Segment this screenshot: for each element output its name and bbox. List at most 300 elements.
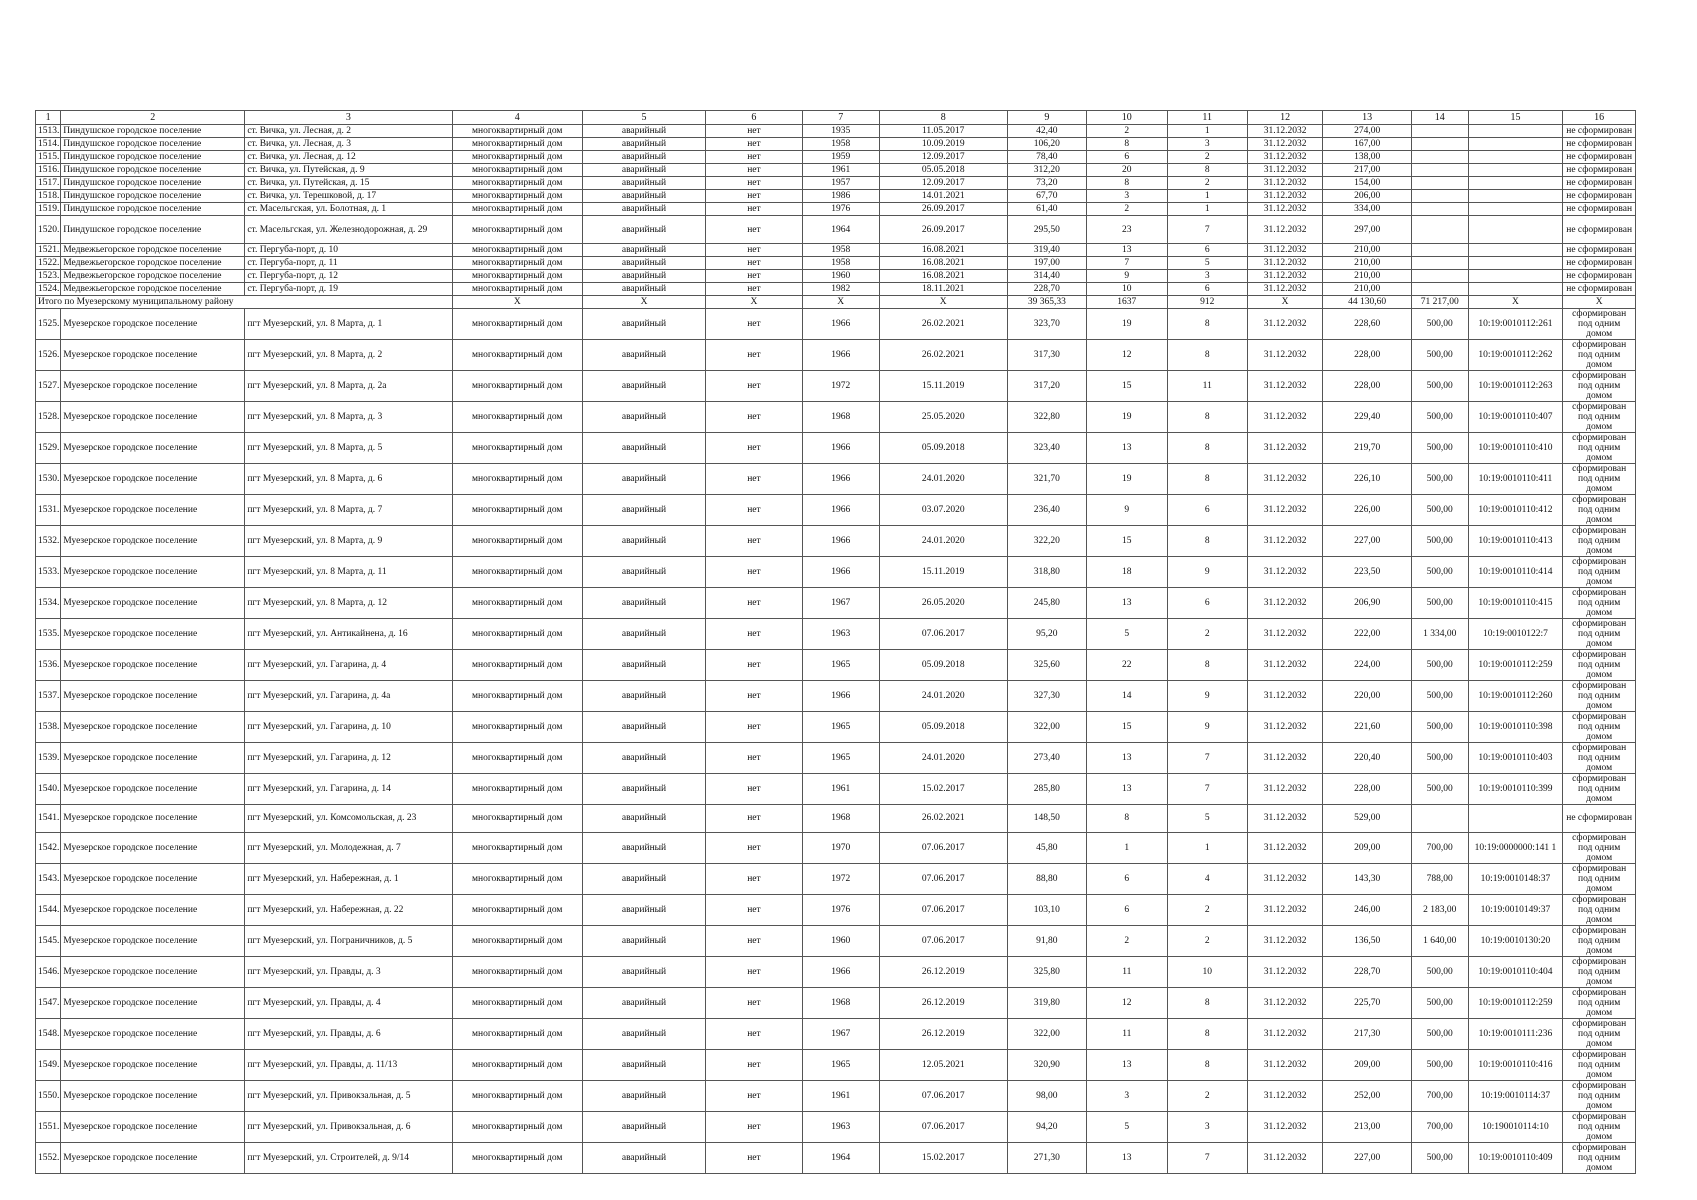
cell-land-area: 500,00 — [1411, 371, 1468, 402]
cell-residents: 6 — [1086, 863, 1167, 894]
cell-land-status: сформирован под одним домом — [1563, 1080, 1636, 1111]
cell-relocation-deadline: 31.12.2032 — [1247, 832, 1323, 863]
cell-residents: 12 — [1086, 987, 1167, 1018]
cell-settlement: Муезерское городское поселение — [61, 1018, 245, 1049]
table-row — [36, 832, 1636, 863]
cell-cultural-heritage: нет — [706, 244, 803, 257]
cell-recognition-date: 15.02.2017 — [879, 1142, 1007, 1173]
cell-condition: аварийный — [582, 588, 705, 619]
cell-relocation-deadline: 31.12.2032 — [1247, 863, 1323, 894]
cell-cadastral-value: 154,00 — [1323, 177, 1411, 190]
cell-cadastral-number: 10:19:0010112:259 — [1468, 650, 1563, 681]
cell-cadastral-value: 209,00 — [1323, 1049, 1411, 1080]
header-cell-residents: 10 — [1086, 111, 1167, 125]
cell-row-number: 1531. — [36, 495, 61, 526]
cell-relocation-deadline: 31.12.2032 — [1247, 1142, 1323, 1173]
cell-address: ст. Вичка, ул. Путейская, д. 15 — [245, 177, 452, 190]
cell-settlement: Муезерское городское поселение — [61, 650, 245, 681]
header-cell-settlement: 2 — [61, 111, 245, 125]
total-cell-building-type: X — [452, 296, 582, 309]
cell-land-status: сформирован под одним домом — [1563, 588, 1636, 619]
cell-recognition-date: 24.01.2020 — [879, 681, 1007, 712]
header-cell-recognition-date: 8 — [879, 111, 1007, 125]
cell-relocation-deadline: 31.12.2032 — [1247, 151, 1323, 164]
cell-cadastral-value: 274,00 — [1323, 125, 1411, 138]
cell-building-type: многоквартирный дом — [452, 650, 582, 681]
cell-cadastral-value: 220,00 — [1323, 681, 1411, 712]
cell-year-built: 1966 — [802, 557, 879, 588]
cell-recognition-date: 26.09.2017 — [879, 216, 1007, 244]
cell-row-number: 1514. — [36, 138, 61, 151]
cell-residents: 19 — [1086, 464, 1167, 495]
header-cell-cadastral-value: 13 — [1323, 111, 1411, 125]
cell-recognition-date: 10.09.2019 — [879, 138, 1007, 151]
cell-land-status: сформирован под одним домом — [1563, 774, 1636, 805]
housing-register-table — [35, 110, 1636, 1174]
cell-land-status: не сформирован — [1563, 203, 1636, 216]
cell-land-area: 500,00 — [1411, 1142, 1468, 1173]
cell-apartments: 7 — [1167, 743, 1247, 774]
cell-apartments: 6 — [1167, 495, 1247, 526]
cell-residents: 10 — [1086, 283, 1167, 296]
cell-relocation-deadline: 31.12.2032 — [1247, 650, 1323, 681]
cell-cadastral-value: 228,00 — [1323, 774, 1411, 805]
cell-land-area — [1411, 125, 1468, 138]
cell-land-area: 500,00 — [1411, 309, 1468, 340]
cell-year-built: 1976 — [802, 894, 879, 925]
table-row — [36, 402, 1636, 433]
cell-cadastral-value: 210,00 — [1323, 244, 1411, 257]
cell-residents: 1 — [1086, 832, 1167, 863]
table-row — [36, 464, 1636, 495]
cell-apartments: 8 — [1167, 1049, 1247, 1080]
cell-area: 323,40 — [1007, 433, 1086, 464]
cell-land-status: не сформирован — [1563, 270, 1636, 283]
cell-land-status: не сформирован — [1563, 805, 1636, 833]
cell-area: 67,70 — [1007, 190, 1086, 203]
cell-area: 78,40 — [1007, 151, 1086, 164]
cell-residents: 13 — [1086, 433, 1167, 464]
table-row — [36, 863, 1636, 894]
cell-row-number: 1527. — [36, 371, 61, 402]
cell-cadastral-value: 224,00 — [1323, 650, 1411, 681]
cell-building-type: многоквартирный дом — [452, 190, 582, 203]
cell-building-type: многоквартирный дом — [452, 151, 582, 164]
cell-cadastral-value: 229,40 — [1323, 402, 1411, 433]
cell-area: 91,80 — [1007, 925, 1086, 956]
cell-condition: аварийный — [582, 650, 705, 681]
cell-cadastral-value: 209,00 — [1323, 832, 1411, 863]
cell-address: пгт Муезерский, ул. Гагарина, д. 14 — [245, 774, 452, 805]
cell-cultural-heritage: нет — [706, 270, 803, 283]
cell-cadastral-value: 221,60 — [1323, 712, 1411, 743]
cell-settlement: Муезерское городское поселение — [61, 743, 245, 774]
cell-row-number: 1549. — [36, 1049, 61, 1080]
cell-settlement: Муезерское городское поселение — [61, 557, 245, 588]
cell-recognition-date: 07.06.2017 — [879, 1080, 1007, 1111]
cell-cultural-heritage: нет — [706, 743, 803, 774]
cell-address: пгт Муезерский, ул. Пограничников, д. 5 — [245, 925, 452, 956]
cell-cadastral-value: 334,00 — [1323, 203, 1411, 216]
cell-condition: аварийный — [582, 619, 705, 650]
total-cell-cultural-heritage: X — [706, 296, 803, 309]
cell-cadastral-value: 226,10 — [1323, 464, 1411, 495]
table-row — [36, 526, 1636, 557]
cell-settlement: Пиндушское городское поселение — [61, 203, 245, 216]
cell-settlement: Муезерское городское поселение — [61, 1111, 245, 1142]
table-row — [36, 340, 1636, 371]
cell-condition: аварийный — [582, 1018, 705, 1049]
cell-apartments: 6 — [1167, 283, 1247, 296]
cell-residents: 13 — [1086, 588, 1167, 619]
cell-cadastral-number: 10:19:0010114:37 — [1468, 1080, 1563, 1111]
header-cell-cadastral-number: 15 — [1468, 111, 1563, 125]
cell-recognition-date: 15.02.2017 — [879, 774, 1007, 805]
cell-area: 321,70 — [1007, 464, 1086, 495]
cell-recognition-date: 05.09.2018 — [879, 712, 1007, 743]
cell-land-area: 500,00 — [1411, 340, 1468, 371]
cell-area: 314,40 — [1007, 270, 1086, 283]
cell-building-type: многоквартирный дом — [452, 309, 582, 340]
cell-row-number: 1518. — [36, 190, 61, 203]
cell-row-number: 1530. — [36, 464, 61, 495]
cell-residents: 19 — [1086, 402, 1167, 433]
cell-land-status: не сформирован — [1563, 151, 1636, 164]
cell-relocation-deadline: 31.12.2032 — [1247, 203, 1323, 216]
cell-area: 106,20 — [1007, 138, 1086, 151]
cell-cadastral-number: 10:19:0000000:141 1 — [1468, 832, 1563, 863]
cell-address: ст. Вичка, ул. Путейская, д. 9 — [245, 164, 452, 177]
cell-apartments: 2 — [1167, 177, 1247, 190]
table-row — [36, 177, 1636, 190]
cell-cadastral-value: 246,00 — [1323, 894, 1411, 925]
cell-land-status: сформирован под одним домом — [1563, 402, 1636, 433]
cell-address: ст. Вичка, ул. Лесная, д. 3 — [245, 138, 452, 151]
total-cell-relocation-deadline: X — [1247, 296, 1323, 309]
cell-recognition-date: 26.05.2020 — [879, 588, 1007, 619]
cell-land-area: 500,00 — [1411, 743, 1468, 774]
cell-building-type: многоквартирный дом — [452, 164, 582, 177]
cell-recognition-date: 18.11.2021 — [879, 283, 1007, 296]
cell-building-type: многоквартирный дом — [452, 257, 582, 270]
cell-land-area — [1411, 244, 1468, 257]
cell-cultural-heritage: нет — [706, 832, 803, 863]
cell-cadastral-value: 210,00 — [1323, 283, 1411, 296]
cell-building-type: многоквартирный дом — [452, 216, 582, 244]
cell-land-area — [1411, 164, 1468, 177]
cell-relocation-deadline: 31.12.2032 — [1247, 340, 1323, 371]
cell-area: 325,80 — [1007, 956, 1086, 987]
table-row — [36, 774, 1636, 805]
cell-land-area — [1411, 203, 1468, 216]
cell-settlement: Муезерское городское поселение — [61, 588, 245, 619]
cell-recognition-date: 26.12.2019 — [879, 987, 1007, 1018]
cell-relocation-deadline: 31.12.2032 — [1247, 894, 1323, 925]
cell-building-type: многоквартирный дом — [452, 244, 582, 257]
cell-residents: 6 — [1086, 894, 1167, 925]
cell-cadastral-value: 206,90 — [1323, 588, 1411, 619]
cell-recognition-date: 26.02.2021 — [879, 309, 1007, 340]
cell-apartments: 8 — [1167, 164, 1247, 177]
cell-land-area: 500,00 — [1411, 1049, 1468, 1080]
cell-residents: 6 — [1086, 151, 1167, 164]
cell-cadastral-value: 529,00 — [1323, 805, 1411, 833]
cell-condition: аварийный — [582, 138, 705, 151]
cell-residents: 23 — [1086, 216, 1167, 244]
cell-building-type: многоквартирный дом — [452, 203, 582, 216]
cell-apartments: 7 — [1167, 1142, 1247, 1173]
cell-cadastral-number — [1468, 151, 1563, 164]
cell-building-type: многоквартирный дом — [452, 1142, 582, 1173]
cell-recognition-date: 16.08.2021 — [879, 270, 1007, 283]
cell-settlement: Муезерское городское поселение — [61, 402, 245, 433]
cell-relocation-deadline: 31.12.2032 — [1247, 925, 1323, 956]
cell-condition: аварийный — [582, 371, 705, 402]
table-row — [36, 203, 1636, 216]
cell-address: ст. Вичка, ул. Лесная, д. 12 — [245, 151, 452, 164]
cell-building-type: многоквартирный дом — [452, 1111, 582, 1142]
cell-land-area: 500,00 — [1411, 650, 1468, 681]
cell-land-area — [1411, 177, 1468, 190]
cell-land-status: сформирован под одним домом — [1563, 433, 1636, 464]
cell-settlement: Муезерское городское поселение — [61, 956, 245, 987]
cell-cultural-heritage: нет — [706, 588, 803, 619]
cell-residents: 13 — [1086, 774, 1167, 805]
cell-land-status: не сформирован — [1563, 257, 1636, 270]
cell-residents: 15 — [1086, 526, 1167, 557]
cell-area: 273,40 — [1007, 743, 1086, 774]
cell-condition: аварийный — [582, 743, 705, 774]
cell-apartments: 2 — [1167, 1080, 1247, 1111]
cell-land-status: сформирован под одним домом — [1563, 495, 1636, 526]
cell-year-built: 1976 — [802, 203, 879, 216]
cell-recognition-date: 12.09.2017 — [879, 151, 1007, 164]
cell-address: пгт Муезерский, ул. Гагарина, д. 4а — [245, 681, 452, 712]
total-row — [36, 296, 1636, 309]
cell-address: пгт Муезерский, ул. Антикайнена, д. 16 — [245, 619, 452, 650]
cell-area: 312,20 — [1007, 164, 1086, 177]
cell-residents: 3 — [1086, 1080, 1167, 1111]
cell-address: пгт Муезерский, ул. Молодежная, д. 7 — [245, 832, 452, 863]
cell-settlement: Пиндушское городское поселение — [61, 177, 245, 190]
cell-land-area: 500,00 — [1411, 712, 1468, 743]
cell-relocation-deadline: 31.12.2032 — [1247, 495, 1323, 526]
cell-apartments: 11 — [1167, 371, 1247, 402]
table-row — [36, 712, 1636, 743]
header-cell-cultural-heritage: 6 — [706, 111, 803, 125]
cell-cadastral-value: 226,00 — [1323, 495, 1411, 526]
cell-cultural-heritage: нет — [706, 1111, 803, 1142]
cell-cultural-heritage: нет — [706, 340, 803, 371]
cell-building-type: многоквартирный дом — [452, 894, 582, 925]
cell-area: 148,50 — [1007, 805, 1086, 833]
cell-cadastral-number — [1468, 138, 1563, 151]
cell-settlement: Муезерское городское поселение — [61, 1142, 245, 1173]
table-row — [36, 1080, 1636, 1111]
cell-settlement: Медвежьегорское городское поселение — [61, 270, 245, 283]
cell-recognition-date: 26.09.2017 — [879, 203, 1007, 216]
cell-apartments: 5 — [1167, 257, 1247, 270]
cell-row-number: 1529. — [36, 433, 61, 464]
cell-year-built: 1957 — [802, 177, 879, 190]
cell-row-number: 1552. — [36, 1142, 61, 1173]
cell-year-built: 1958 — [802, 138, 879, 151]
table-row — [36, 681, 1636, 712]
cell-cultural-heritage: нет — [706, 464, 803, 495]
total-cell-condition: X — [582, 296, 705, 309]
cell-land-area — [1411, 138, 1468, 151]
cell-land-status: сформирован под одним домом — [1563, 894, 1636, 925]
cell-cadastral-value: 210,00 — [1323, 270, 1411, 283]
cell-area: 61,40 — [1007, 203, 1086, 216]
cell-land-status: сформирован под одним домом — [1563, 371, 1636, 402]
cell-relocation-deadline: 31.12.2032 — [1247, 371, 1323, 402]
cell-building-type: многоквартирный дом — [452, 495, 582, 526]
cell-cadastral-number: 10:19:0010130:20 — [1468, 925, 1563, 956]
cell-cadastral-value: 138,00 — [1323, 151, 1411, 164]
cell-land-status: сформирован под одним домом — [1563, 650, 1636, 681]
cell-year-built: 1966 — [802, 340, 879, 371]
cell-row-number: 1535. — [36, 619, 61, 650]
cell-cadastral-value: 228,60 — [1323, 309, 1411, 340]
cell-land-status: не сформирован — [1563, 244, 1636, 257]
total-cell-year-built: X — [802, 296, 879, 309]
cell-cadastral-value: 228,70 — [1323, 956, 1411, 987]
cell-row-number: 1526. — [36, 340, 61, 371]
cell-row-number: 1536. — [36, 650, 61, 681]
cell-address: пгт Муезерский, ул. 8 Марта, д. 6 — [245, 464, 452, 495]
cell-apartments: 2 — [1167, 151, 1247, 164]
cell-residents: 5 — [1086, 619, 1167, 650]
cell-apartments: 4 — [1167, 863, 1247, 894]
cell-apartments: 3 — [1167, 1111, 1247, 1142]
cell-land-status: сформирован под одним домом — [1563, 863, 1636, 894]
cell-cultural-heritage: нет — [706, 1080, 803, 1111]
cell-land-status: сформирован под одним домом — [1563, 1018, 1636, 1049]
cell-year-built: 1965 — [802, 1049, 879, 1080]
cell-row-number: 1523. — [36, 270, 61, 283]
cell-relocation-deadline: 31.12.2032 — [1247, 190, 1323, 203]
cell-area: 228,70 — [1007, 283, 1086, 296]
cell-condition: аварийный — [582, 956, 705, 987]
cell-residents: 8 — [1086, 177, 1167, 190]
cell-condition: аварийный — [582, 832, 705, 863]
cell-settlement: Муезерское городское поселение — [61, 774, 245, 805]
cell-relocation-deadline: 31.12.2032 — [1247, 125, 1323, 138]
cell-row-number: 1521. — [36, 244, 61, 257]
cell-land-area: 1 640,00 — [1411, 925, 1468, 956]
cell-year-built: 1970 — [802, 832, 879, 863]
cell-row-number: 1538. — [36, 712, 61, 743]
cell-year-built: 1986 — [802, 190, 879, 203]
cell-cultural-heritage: нет — [706, 1049, 803, 1080]
cell-building-type: многоквартирный дом — [452, 177, 582, 190]
cell-cadastral-value: 217,00 — [1323, 164, 1411, 177]
cell-residents: 9 — [1086, 495, 1167, 526]
cell-cadastral-number — [1468, 283, 1563, 296]
cell-relocation-deadline: 31.12.2032 — [1247, 712, 1323, 743]
cell-condition: аварийный — [582, 433, 705, 464]
cell-building-type: многоквартирный дом — [452, 743, 582, 774]
table-row — [36, 371, 1636, 402]
cell-relocation-deadline: 31.12.2032 — [1247, 138, 1323, 151]
cell-residents: 8 — [1086, 805, 1167, 833]
table-row — [36, 1142, 1636, 1173]
cell-year-built: 1960 — [802, 925, 879, 956]
cell-cultural-heritage: нет — [706, 774, 803, 805]
cell-cultural-heritage: нет — [706, 1018, 803, 1049]
cell-year-built: 1935 — [802, 125, 879, 138]
cell-cadastral-value: 297,00 — [1323, 216, 1411, 244]
header-cell-condition: 5 — [582, 111, 705, 125]
cell-cadastral-number: 10:19:0010112:261 — [1468, 309, 1563, 340]
cell-apartments: 1 — [1167, 832, 1247, 863]
cell-land-area — [1411, 257, 1468, 270]
cell-cultural-heritage: нет — [706, 371, 803, 402]
cell-residents: 3 — [1086, 190, 1167, 203]
cell-land-area: 2 183,00 — [1411, 894, 1468, 925]
cell-row-number: 1545. — [36, 925, 61, 956]
cell-building-type: многоквартирный дом — [452, 805, 582, 833]
total-cell-cadastral-value: 44 130,60 — [1323, 296, 1411, 309]
cell-cadastral-value: 219,70 — [1323, 433, 1411, 464]
cell-cadastral-value: 136,50 — [1323, 925, 1411, 956]
cell-residents: 15 — [1086, 371, 1167, 402]
cell-year-built: 1972 — [802, 371, 879, 402]
cell-condition: аварийный — [582, 203, 705, 216]
cell-row-number: 1543. — [36, 863, 61, 894]
cell-row-number: 1513. — [36, 125, 61, 138]
cell-land-area: 500,00 — [1411, 433, 1468, 464]
cell-cultural-heritage: нет — [706, 863, 803, 894]
cell-cadastral-value: 228,00 — [1323, 371, 1411, 402]
cell-building-type: многоквартирный дом — [452, 138, 582, 151]
table-row — [36, 495, 1636, 526]
cell-relocation-deadline: 31.12.2032 — [1247, 956, 1323, 987]
cell-settlement: Муезерское городское поселение — [61, 681, 245, 712]
cell-cultural-heritage: нет — [706, 619, 803, 650]
cell-residents: 11 — [1086, 1018, 1167, 1049]
cell-area: 236,40 — [1007, 495, 1086, 526]
cell-year-built: 1982 — [802, 283, 879, 296]
table-row — [36, 244, 1636, 257]
cell-apartments: 1 — [1167, 203, 1247, 216]
cell-land-area: 700,00 — [1411, 832, 1468, 863]
cell-area: 327,30 — [1007, 681, 1086, 712]
cell-condition: аварийный — [582, 402, 705, 433]
cell-area: 245,80 — [1007, 588, 1086, 619]
cell-settlement: Пиндушское городское поселение — [61, 151, 245, 164]
cell-apartments: 6 — [1167, 588, 1247, 619]
cell-recognition-date: 05.09.2018 — [879, 433, 1007, 464]
table-row — [36, 650, 1636, 681]
cell-year-built: 1965 — [802, 712, 879, 743]
cell-building-type: многоквартирный дом — [452, 925, 582, 956]
cell-address: ст. Масельгская, ул. Болотная, д. 1 — [245, 203, 452, 216]
cell-cadastral-number: 10:19:0010110:398 — [1468, 712, 1563, 743]
cell-cadastral-number: 10:19:0010122:7 — [1468, 619, 1563, 650]
cell-year-built: 1966 — [802, 464, 879, 495]
cell-recognition-date: 26.02.2021 — [879, 340, 1007, 371]
cell-settlement: Муезерское городское поселение — [61, 894, 245, 925]
cell-land-status: не сформирован — [1563, 138, 1636, 151]
cell-land-status: сформирован под одним домом — [1563, 340, 1636, 371]
table-row — [36, 151, 1636, 164]
cell-area: 45,80 — [1007, 832, 1086, 863]
cell-residents: 15 — [1086, 712, 1167, 743]
cell-apartments: 5 — [1167, 805, 1247, 833]
cell-apartments: 9 — [1167, 712, 1247, 743]
